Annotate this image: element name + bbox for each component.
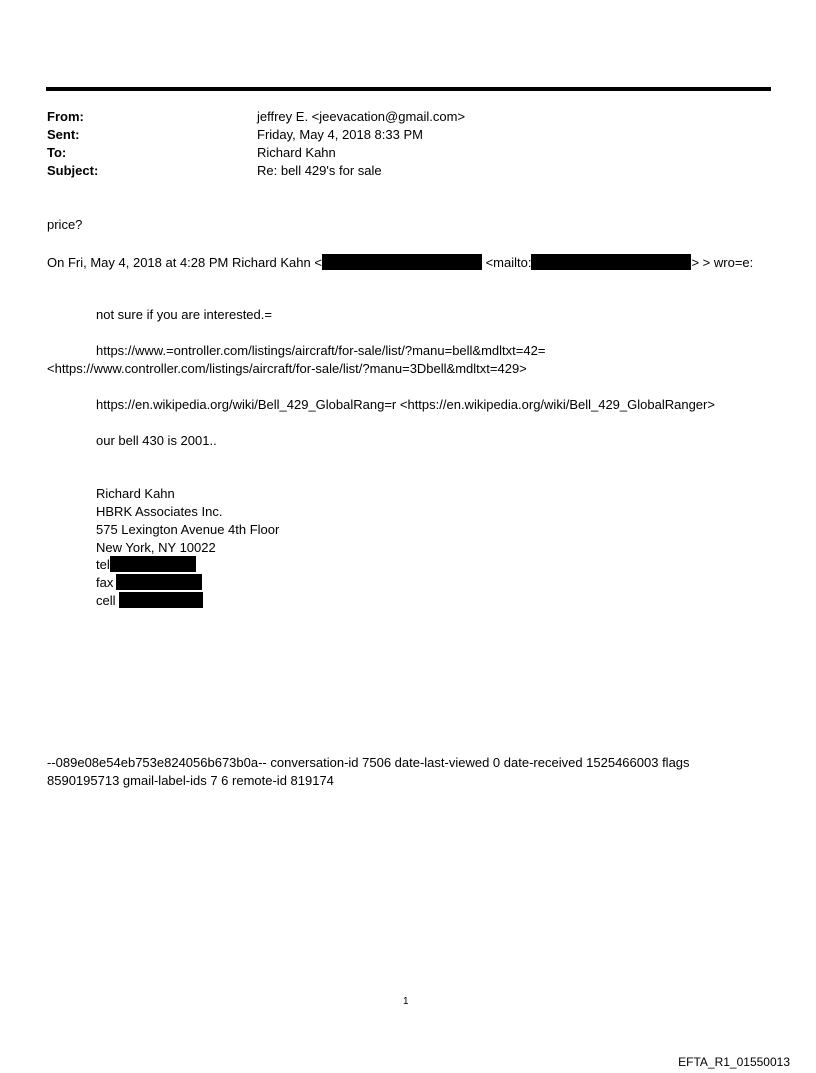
to-label: To: <box>47 145 67 160</box>
redaction-box <box>110 556 196 572</box>
quoted-line: not sure if you are interested.= <box>96 307 272 322</box>
from-value: jeffrey E. <jeevacation@gmail.com> <box>257 109 466 124</box>
signature-company: HBRK Associates Inc. <box>96 504 223 519</box>
metadata-line: --089e08e54eb753e824056b673b0a-- conversation-id 7506 date-last-viewed 0 date-received 1525466003 flags <box>47 755 690 770</box>
quote-intro-start: On Fri, May 4, 2018 at 4:28 PM Richard Kahn < <box>47 255 322 270</box>
tel-label: tel <box>96 557 110 572</box>
quote-intro-end: > > wro=e: <box>691 255 754 270</box>
sent-label: Sent: <box>47 127 80 142</box>
reply-text: price? <box>47 217 83 232</box>
quoted-link[interactable]: https://en.wikipedia.org/wiki/Bell_429_GlobalRang=r <https://en.wikipedia.org/wiki/Bell_429_GlobalRanger> <box>96 397 715 412</box>
fax-label: fax <box>96 575 114 590</box>
header-divider <box>46 87 771 91</box>
redaction-box <box>531 254 691 270</box>
signature-name: Richard Kahn <box>96 486 175 501</box>
redaction-box <box>116 574 202 590</box>
subject-label: Subject: <box>47 163 99 178</box>
bates-number: EFTA_R1_01550013 <box>678 1055 790 1069</box>
quoted-line: our bell 430 is 2001.. <box>96 433 217 448</box>
quote-intro <box>47 254 753 272</box>
signature-address: 575 Lexington Avenue 4th Floor <box>96 522 280 537</box>
signature-tel <box>96 556 196 574</box>
from-label: From: <box>47 109 84 124</box>
signature-fax <box>96 574 202 592</box>
quoted-link[interactable]: <https://www.controller.com/listings/aircraft/for-sale/list/?manu=3Dbell&mdltxt=429> <box>47 361 527 376</box>
subject-value: Re: bell 429's for sale <box>257 163 382 178</box>
redaction-box <box>322 254 482 270</box>
signature-cell <box>96 592 203 610</box>
quote-mailto: <mailto: <box>485 255 532 270</box>
redaction-box <box>119 592 203 608</box>
quoted-link[interactable]: https://www.=ontroller.com/listings/aircraft/for-sale/list/?manu=bell&mdltxt=42= <box>96 343 546 358</box>
sent-value: Friday, May 4, 2018 8:33 PM <box>257 127 423 142</box>
cell-label: cell <box>96 593 116 608</box>
to-value: Richard Kahn <box>257 145 336 160</box>
metadata-line: 8590195713 gmail-label-ids 7 6 remote-id 819174 <box>47 773 334 788</box>
signature-address: New York, NY 10022 <box>96 540 216 555</box>
page-number: 1 <box>403 996 409 1007</box>
